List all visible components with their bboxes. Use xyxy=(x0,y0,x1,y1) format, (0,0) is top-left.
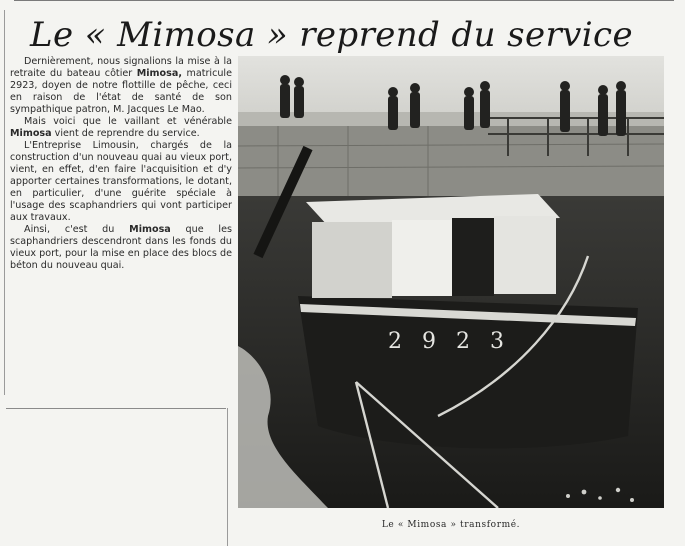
p2-text-a: Mais voici que le vaillant et vénérable xyxy=(24,116,232,127)
p1-text-a: Dernièrement, nous signalions la mise à la retraite du bateau côtier xyxy=(10,56,232,79)
diver-shelter xyxy=(306,194,560,298)
article-paragraph-2 xyxy=(10,116,232,140)
article-paragraph-4 xyxy=(10,224,232,272)
article-paragraph-3: L'Entreprise Limousin, chargés de la construction d'un nouveau quai au vieux port, vient, en effet, d'en faire l'acquisition et d'y apporter certaines transformations, le dotant, en particulier, d'une guérite spéciale à l'usage des scaphandriers qui vont participer aux travaux. xyxy=(10,140,232,223)
left-column-rule xyxy=(4,10,5,395)
news-photo xyxy=(238,56,664,508)
p4-boat-name: Mimosa xyxy=(129,224,171,235)
photo-illustration xyxy=(238,56,664,508)
photo-caption: Le « Mimosa » transformé. xyxy=(381,520,521,530)
headline: Le « Mimosa » reprend du service xyxy=(30,15,633,55)
top-rule xyxy=(14,0,674,1)
p4-text-b: que les scaphandriers descendront dans les fonds du vieux port, pour la mise en place des blocs de béton du nouveau quai. xyxy=(10,224,232,271)
column-divider-rule xyxy=(227,408,228,546)
article-paragraph-1 xyxy=(10,56,232,116)
p1-text-b: matricule 2923, doyen de notre flottille de pêche, ceci en raison de l'état de santé de son sympathique patron, M. Jacques Le Mao. xyxy=(10,68,232,115)
p4-text-a: Ainsi, c'est du xyxy=(24,224,130,235)
p1-boat-name: Mimosa, xyxy=(136,68,182,79)
article-text xyxy=(10,56,232,272)
p2-boat-name: Mimosa xyxy=(10,128,52,139)
p2-text-b: vient de reprendre du service. xyxy=(51,128,200,139)
hull-number: 2923 xyxy=(388,329,524,354)
article-bottom-rule xyxy=(6,408,226,409)
